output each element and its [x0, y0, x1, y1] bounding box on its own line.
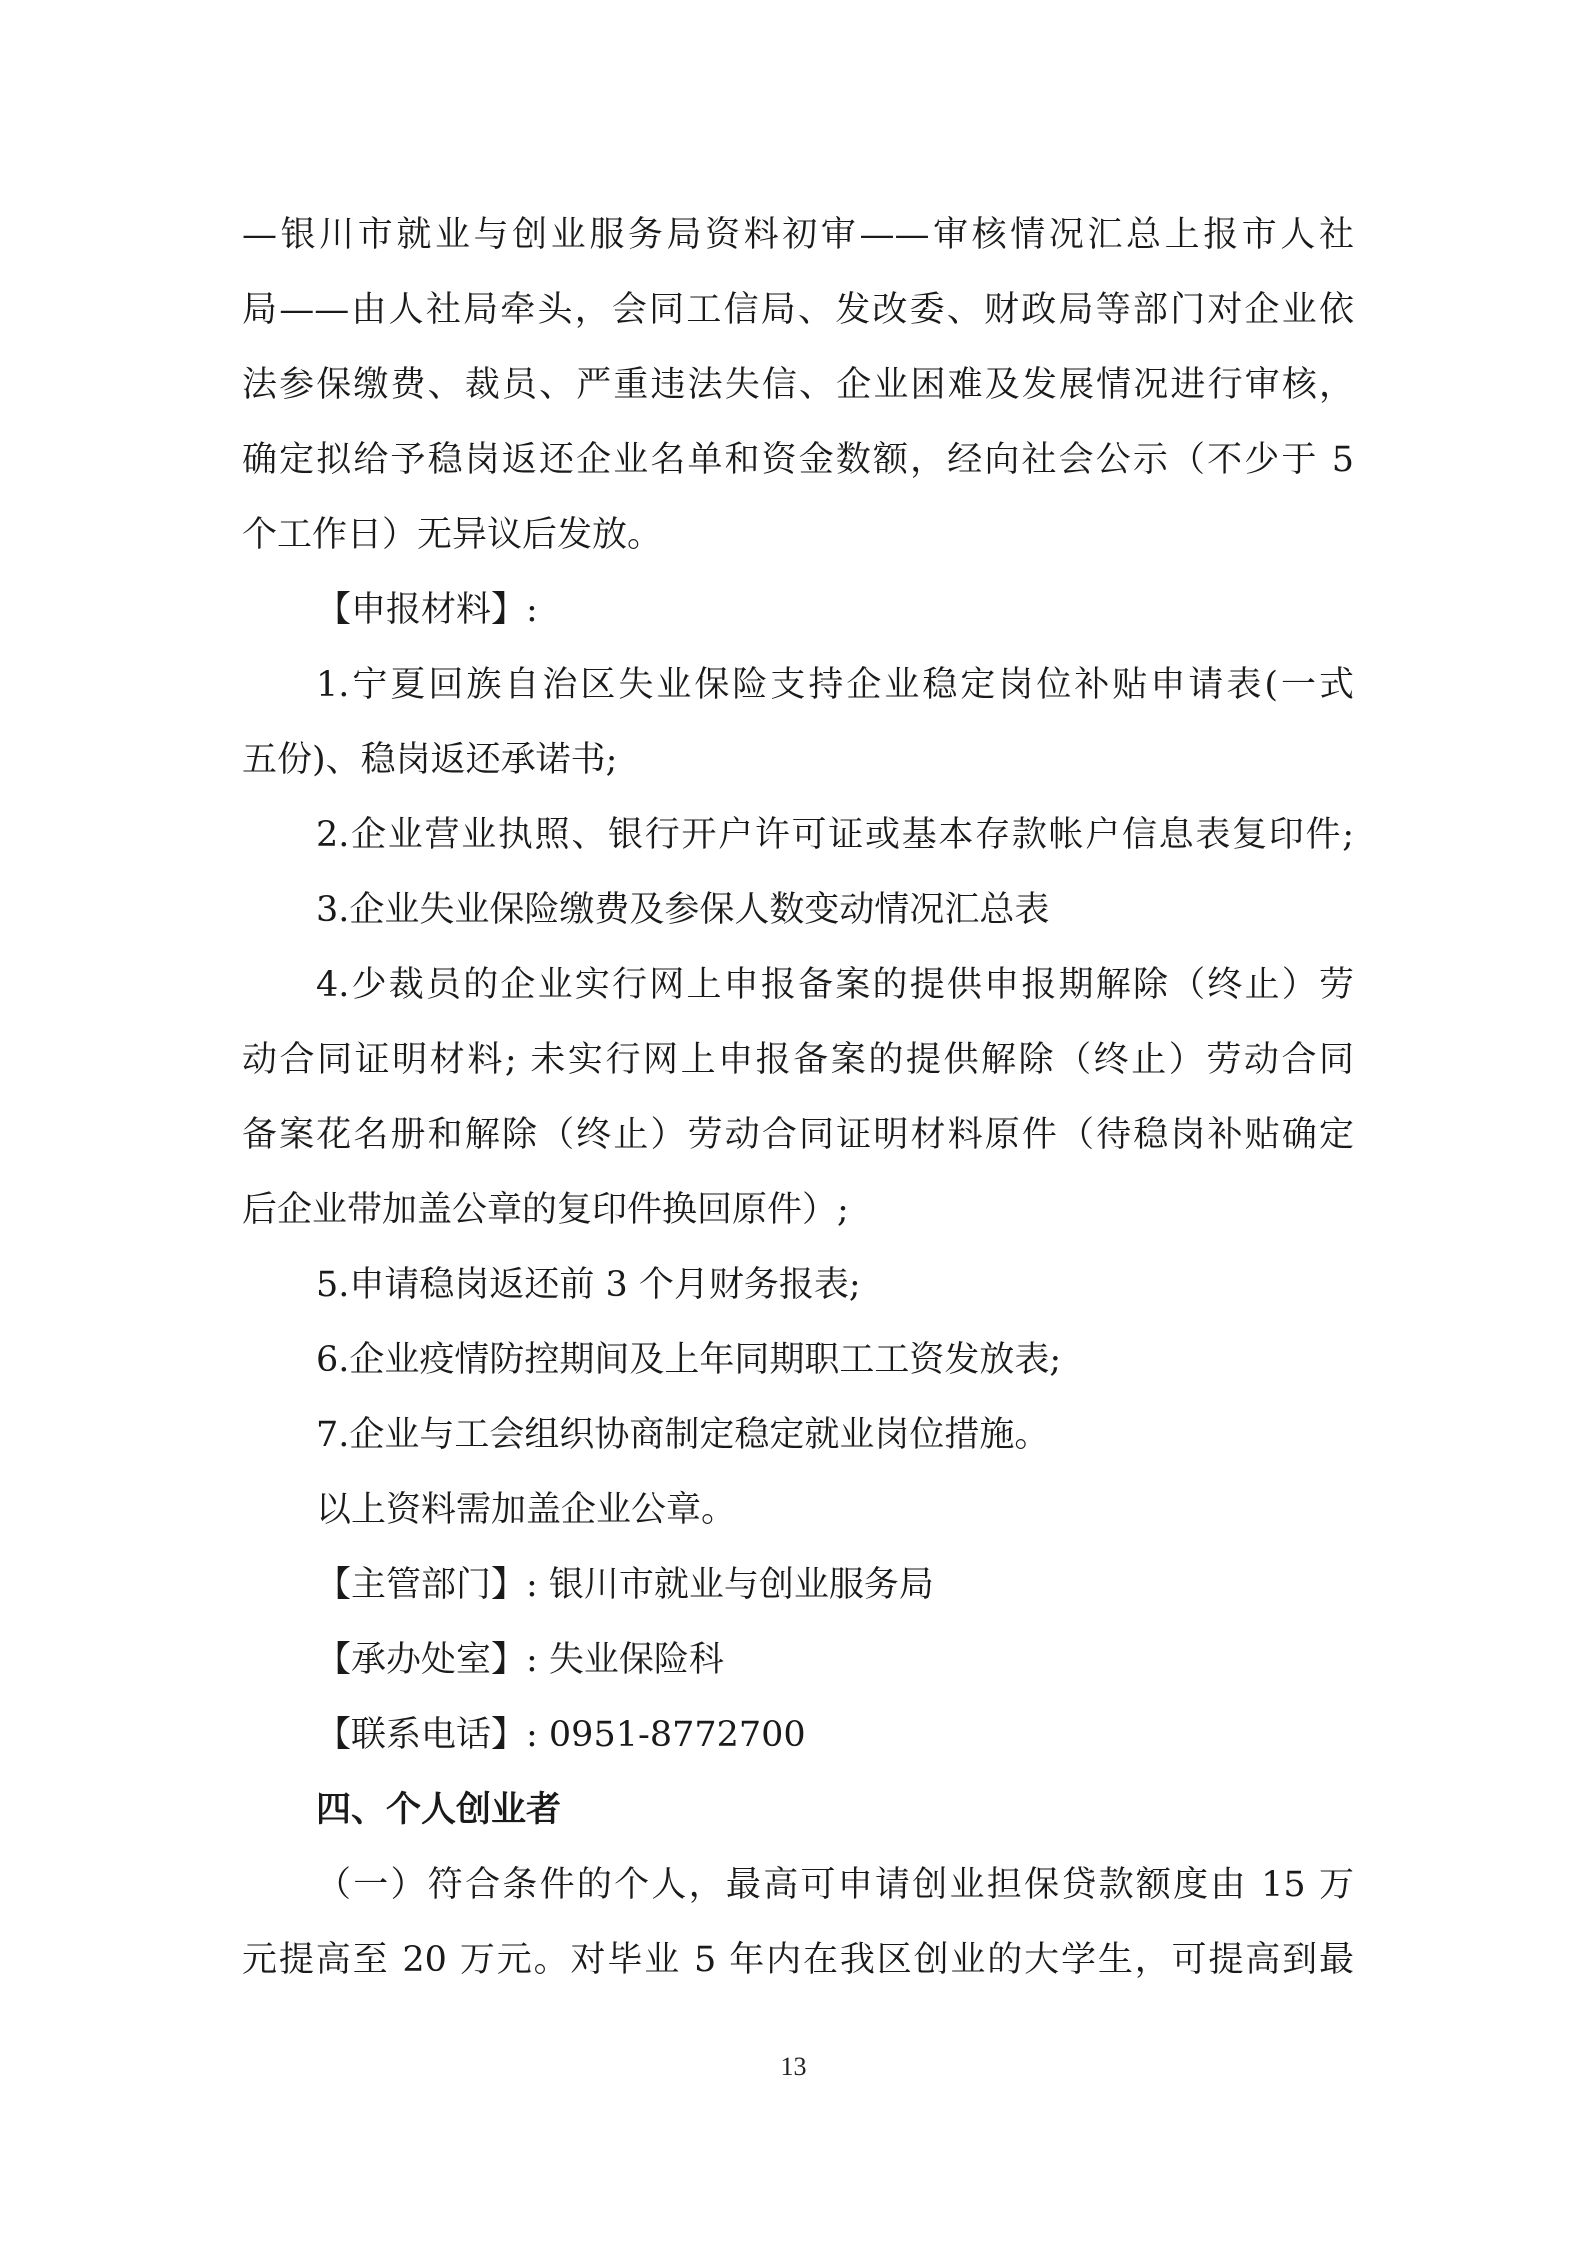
- paragraph-line: 法参保缴费、裁员、严重违法失信、企业困难及发展情况进行审核，: [242, 365, 1354, 405]
- list-item: 4.少裁员的企业实行网上申报备案的提供申报期解除（终止）劳: [316, 965, 1354, 1005]
- paragraph-line: （一）符合条件的个人，最高可申请创业担保贷款额度由 15 万: [316, 1865, 1354, 1905]
- phone-line: 【联系电话】: 0951-8772700: [316, 1715, 806, 1755]
- paragraph-line: 元提高至 20 万元。对毕业 5 年内在我区创业的大学生，可提高到最: [242, 1940, 1354, 1980]
- list-item-continued: 备案花名册和解除（终止）劳动合同证明材料原件（待稳岗补贴确定: [242, 1115, 1354, 1155]
- page-number: 13: [780, 2052, 807, 2081]
- list-item-continued: 后企业带加盖公章的复印件换回原件）;: [242, 1190, 849, 1230]
- note-line: 以上资料需加盖企业公章。: [316, 1490, 737, 1530]
- section-label-materials: 【申报材料】:: [316, 590, 538, 630]
- list-item-continued: 五份)、稳岗返还承诺书;: [242, 740, 618, 780]
- paragraph-line: —银川市就业与创业服务局资料初审——审核情况汇总上报市人社: [242, 215, 1354, 255]
- paragraph-line: 个工作日）无异议后发放。: [242, 515, 663, 555]
- list-item: 2.企业营业执照、银行开户许可证或基本存款帐户信息表复印件;: [316, 815, 1354, 855]
- list-item-continued: 动合同证明材料; 未实行网上申报备案的提供解除（终止）劳动合同: [242, 1040, 1354, 1080]
- list-item: 5.申请稳岗返还前 3 个月财务报表;: [316, 1265, 861, 1305]
- list-item: 3.企业失业保险缴费及参保人数变动情况汇总表: [316, 890, 1050, 930]
- section-heading: 四、个人创业者: [316, 1790, 562, 1830]
- list-item: 7.企业与工会组织协商制定稳定就业岗位措施。: [316, 1415, 1050, 1455]
- paragraph-line: 确定拟给予稳岗返还企业名单和资金数额，经向社会公示（不少于 5: [242, 440, 1354, 480]
- list-item: 1.宁夏回族自治区失业保险支持企业稳定岗位补贴申请表(一式: [316, 665, 1354, 705]
- body-text: [242, 198, 1354, 1998]
- list-item: 6.企业疫情防控期间及上年同期职工工资发放表;: [316, 1340, 1062, 1380]
- department-line: 【主管部门】: 银川市就业与创业服务局: [316, 1565, 934, 1605]
- office-line: 【承办处室】: 失业保险科: [316, 1640, 724, 1680]
- paragraph-line: 局——由人社局牵头，会同工信局、发改委、财政局等部门对企业依: [242, 290, 1354, 330]
